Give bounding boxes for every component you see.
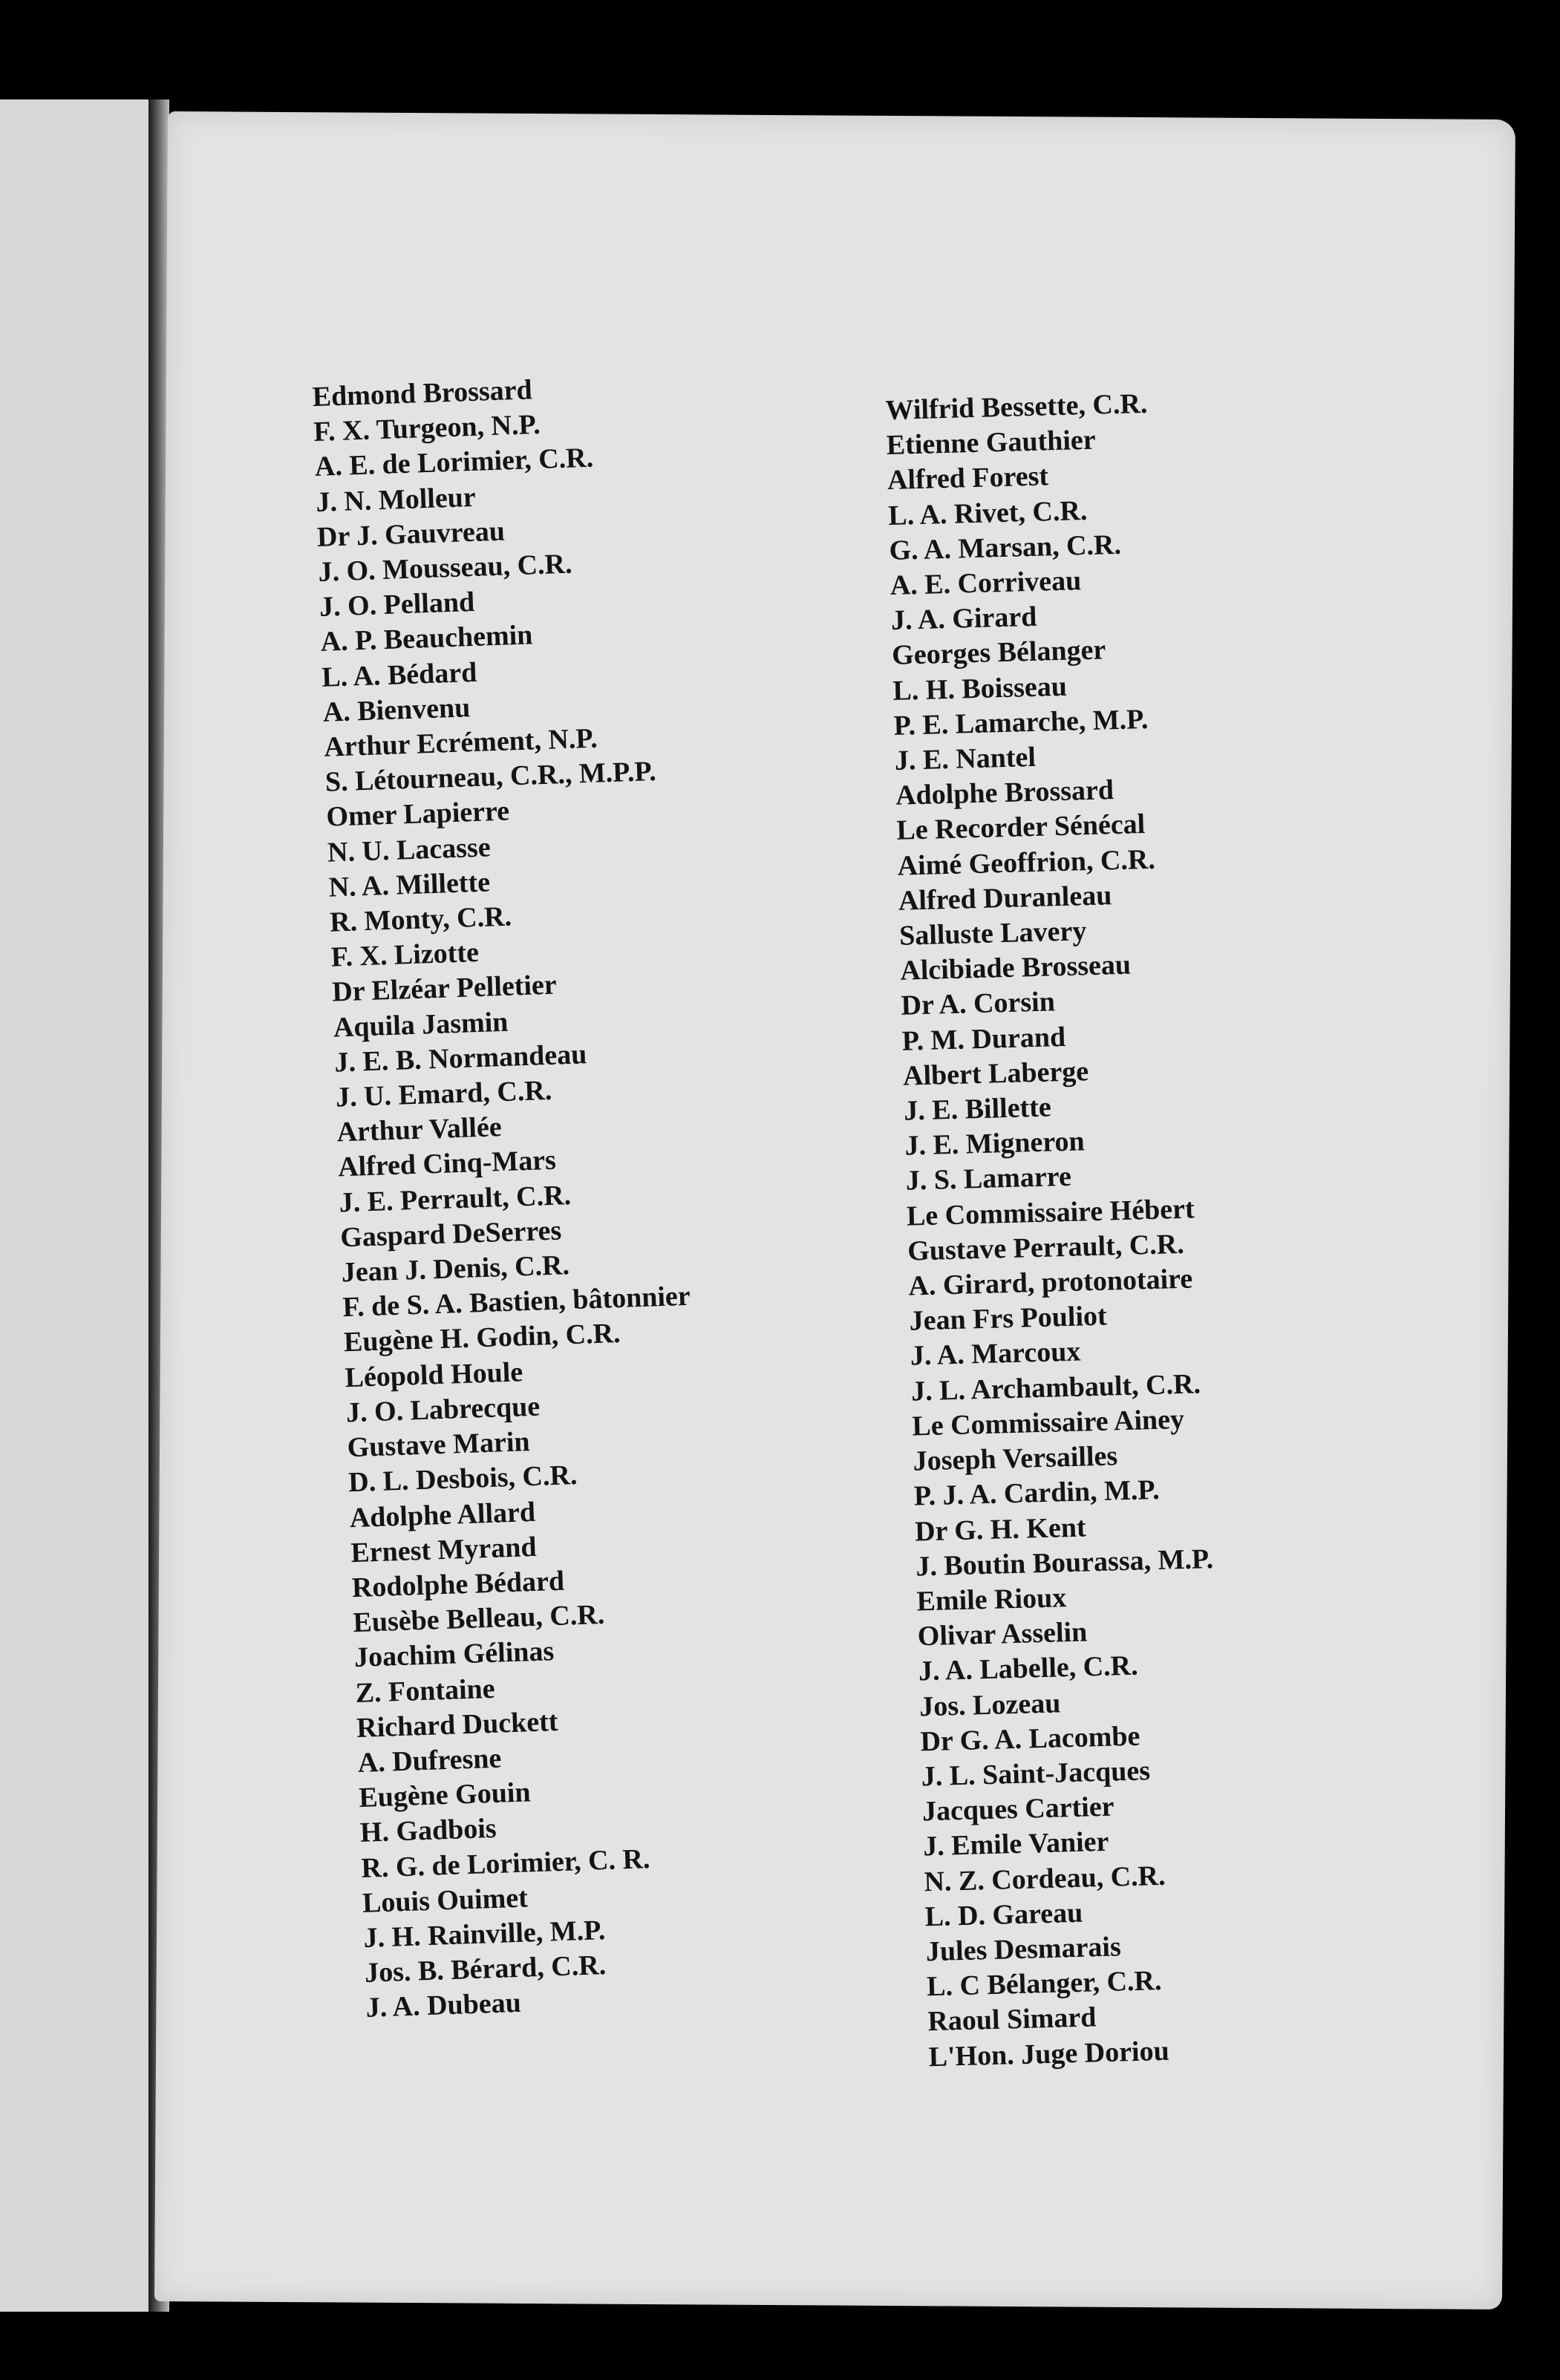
name-entry: Alfred Forest <box>887 460 1049 497</box>
name-entry: H. Gadbois <box>359 1813 497 1849</box>
name-entry: Arthur Ecrément, N.P. <box>323 722 598 763</box>
name-entry: J. A. Labelle, C.R. <box>918 1650 1139 1687</box>
name-entry: J. A. Marcoux <box>910 1336 1081 1373</box>
names-right-column <box>885 386 1227 2075</box>
name-entry: Jean J. Denis, C.R. <box>341 1249 570 1289</box>
name-entry: Dr G. A. Lacombe <box>920 1720 1140 1758</box>
name-entry: Georges Bélanger <box>891 634 1106 672</box>
name-entry: Eugène Gouin <box>358 1776 532 1814</box>
name-entry: Omer Lapierre <box>325 795 510 834</box>
name-entry: A. Dufresne <box>357 1742 502 1779</box>
name-entry: Adolphe Allard <box>349 1496 536 1534</box>
name-entry: Jos. B. Bérard, C.R. <box>364 1949 607 1989</box>
name-entry: Albert Laberge <box>902 1056 1089 1092</box>
name-entry: Z. Fontaine <box>354 1673 496 1709</box>
name-entry: A. E. Corriveau <box>890 565 1082 601</box>
name-entry: Gustave Perrault, C.R. <box>907 1228 1185 1267</box>
name-entry: N. A. Millette <box>327 866 491 903</box>
name-entry: N. Z. Cordeau, C.R. <box>923 1860 1166 1897</box>
name-entry: A. P. Beauchemin <box>320 619 533 658</box>
name-entry: J. E. Perrault, C.R. <box>339 1179 572 1219</box>
name-entry: S. Létourneau, C.R., M.P.P. <box>324 756 657 798</box>
name-entry: J. N. Molleur <box>315 481 477 518</box>
name-entry: A. Girard, protonotaire <box>907 1263 1193 1302</box>
name-entry: Jules Desmarais <box>925 1931 1122 1968</box>
name-entry: Rodolphe Bédard <box>351 1565 565 1603</box>
name-entry: Léopold Houle <box>344 1356 523 1393</box>
name-entry: Emile Rioux <box>916 1582 1067 1618</box>
name-entry: D. L. Desbois, C.R. <box>347 1459 578 1499</box>
name-entry: R. Monty, C.R. <box>329 900 512 938</box>
facing-page-edge <box>0 99 149 2312</box>
name-entry: J. L. Archambault, C.R. <box>910 1368 1201 1408</box>
name-entry: Dr G. H. Kent <box>914 1511 1087 1547</box>
name-entry: Louis Ouimet <box>362 1882 529 1919</box>
name-entry: Le Commissaire Ainey <box>911 1403 1185 1442</box>
name-entry: J. O. Labrecque <box>345 1390 541 1429</box>
name-entry: L. A. Bédard <box>321 656 477 693</box>
name-entry: Olivar Asselin <box>917 1616 1088 1652</box>
name-entry: Jean Frs Pouliot <box>909 1300 1108 1337</box>
name-entry: A. Bienvenu <box>322 692 471 728</box>
name-entry: Etienne Gauthier <box>886 424 1097 462</box>
names-left-column <box>312 368 714 2026</box>
name-entry: R. G. de Lorimier, C. R. <box>360 1843 651 1884</box>
name-entry: J. U. Emard, C.R. <box>335 1074 552 1114</box>
name-entry: L. D. Gareau <box>924 1897 1083 1933</box>
name-entry: G. A. Marsan, C.R. <box>888 529 1122 566</box>
name-entry: P. E. Lamarche, M.P. <box>893 703 1149 742</box>
name-entry: Le Recorder Sénécal <box>895 808 1146 847</box>
name-entry: J. E. B. Normandeau <box>333 1039 587 1079</box>
name-entry: Dr J. Gauvreau <box>316 515 506 553</box>
name-entry: Arthur Vallée <box>336 1111 503 1148</box>
name-entry: Alfred Cinq-Mars <box>337 1145 557 1183</box>
name-entry: J. O. Pelland <box>319 586 475 624</box>
name-entry: Dr A. Corsin <box>901 986 1056 1022</box>
name-entry: Gaspard DeSerres <box>339 1214 562 1254</box>
name-entry: L. C Bélanger, C.R. <box>926 1965 1162 2003</box>
name-entry: Edmond Brossard <box>312 374 533 413</box>
name-entry: J. Boutin Bourassa, M.P. <box>915 1543 1214 1583</box>
name-entry: Joachim Gélinas <box>353 1635 555 1674</box>
name-entry: N. U. Lacasse <box>327 831 492 869</box>
name-entry: Eusèbe Belleau, C.R. <box>352 1598 605 1639</box>
name-entry: Richard Duckett <box>356 1705 559 1744</box>
name-entry: F. de S. A. Bastien, bâtonnier <box>342 1281 691 1324</box>
name-entry: Aimé Geoffrion, C.R. <box>897 843 1156 882</box>
name-entry: J. E. Nantel <box>894 741 1037 777</box>
name-entry: J. A. Dubeau <box>365 1987 522 2024</box>
name-entry: Alcibiade Brosseau <box>899 949 1132 987</box>
name-entry: Dr Elzéar Pelletier <box>331 969 558 1008</box>
name-entry: Adolphe Brossard <box>895 774 1114 812</box>
name-entry: J. Emile Vanier <box>922 1826 1109 1863</box>
name-entry: P. M. Durand <box>901 1021 1066 1057</box>
name-entry: L'Hon. Juge Doriou <box>928 2035 1170 2073</box>
name-entry: Eugène H. Godin, C.R. <box>343 1318 621 1359</box>
name-entry: Jacques Cartier <box>921 1791 1115 1828</box>
name-entry: Gustave Marin <box>347 1426 531 1464</box>
name-entry: Wilfrid Bessette, C.R. <box>885 388 1148 426</box>
name-entry: F. X. Lizotte <box>330 937 480 973</box>
name-entry: F. X. Turgeon, N.P. <box>313 409 541 448</box>
name-entry: L. H. Boisseau <box>892 670 1068 707</box>
name-entry: Alfred Duranleau <box>898 880 1112 917</box>
name-entry: Joseph Versailles <box>913 1440 1118 1477</box>
name-entry: J. E. Billette <box>903 1091 1052 1127</box>
name-entry: J. E. Migneron <box>904 1125 1086 1162</box>
name-entry: J. H. Rainville, M.P. <box>362 1914 606 1954</box>
name-entry: Raoul Simard <box>927 2001 1097 2038</box>
name-entry: L. A. Rivet, C.R. <box>887 494 1088 532</box>
name-entry: Le Commissaire Hébert <box>906 1193 1195 1232</box>
name-entry: A. E. de Lorimier, C.R. <box>314 442 594 483</box>
name-entry: J. O. Mousseau, C.R. <box>317 548 573 588</box>
name-entry: J. S. Lamarre <box>905 1161 1072 1197</box>
name-entry: Jos. Lozeau <box>918 1687 1061 1722</box>
name-entry: Ernest Myrand <box>350 1531 538 1569</box>
name-entry: Aquila Jasmin <box>333 1006 509 1044</box>
name-entry: J. L. Saint-Jacques <box>921 1755 1151 1793</box>
name-entry: Salluste Lavery <box>898 915 1087 952</box>
name-entry: J. A. Girard <box>890 601 1037 637</box>
name-entry: P. J. A. Cardin, M.P. <box>913 1474 1161 1512</box>
